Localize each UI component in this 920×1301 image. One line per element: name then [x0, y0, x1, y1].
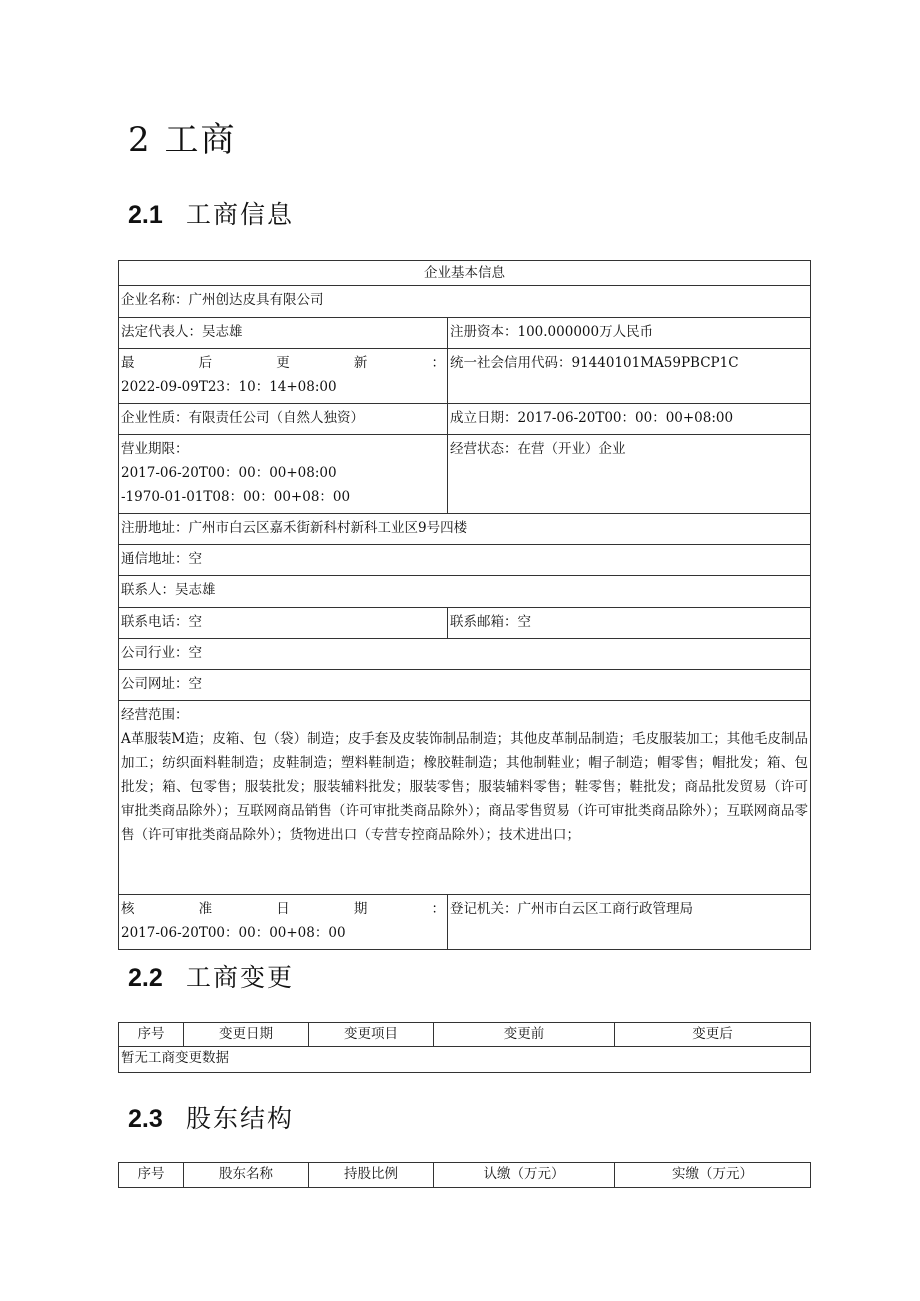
section-heading-business-info	[128, 195, 294, 235]
legal-rep-cell: 法定代表人：吴志雄	[119, 318, 448, 349]
table-header: 序号	[119, 1163, 184, 1188]
mail-address-cell: 通信地址：空	[119, 545, 811, 576]
operating-status-cell: 经营状态：在营（开业）企业	[448, 435, 811, 514]
changes-table	[118, 1022, 811, 1073]
website-cell: 公司网址：空	[119, 670, 811, 701]
business-scope-cell	[119, 701, 811, 895]
approval-date-cell	[119, 895, 448, 950]
table-header: 变更后	[615, 1023, 811, 1047]
scope-label: 经营范围：	[121, 707, 189, 723]
email-cell: 联系邮箱：空	[448, 608, 811, 639]
table-header: 变更日期	[184, 1023, 309, 1047]
industry-cell: 公司行业：空	[119, 639, 811, 670]
phone-cell: 联系电话：空	[119, 608, 448, 639]
last-updated-value: 2022-09-09T23：10：14+08:00	[121, 379, 337, 395]
section-title: 工商信息	[186, 200, 295, 229]
section-title: 股东结构	[186, 1104, 295, 1133]
empty-changes-message: 暂无工商变更数据	[119, 1047, 811, 1073]
section-heading-business-changes	[128, 958, 294, 998]
table-header: 持股比例	[309, 1163, 434, 1188]
table-header: 实缴（万元）	[615, 1163, 811, 1188]
term-label: 营业期限：	[121, 441, 189, 457]
contact-person-cell: 联系人：吴志雄	[119, 576, 811, 608]
table-header: 股东名称	[184, 1163, 309, 1188]
credit-code-cell: 统一社会信用代码：91440101MA59PBCP1C	[448, 349, 811, 404]
table-header: 变更项目	[309, 1023, 434, 1047]
scope-text: A革服装M造；皮箱、包（袋）制造；皮手套及皮装饰制品制造；其他皮革制品制造；毛皮服装加工；其他毛皮制品加工；纺织面料鞋制造；皮鞋制造；塑料鞋制造；橡胶鞋制造；其他制鞋业；帽子制造；帽零售；帽批发；箱、包批发；箱、包零售；服装批发；服装辅料批发；服装零售；服装辅料零售；鞋零售；鞋批发；商品批发贸易（许可审批类商品除外）；互联网商品销售（许可审批类商品除外）；商品零售贸易（许可审批类商品除外）；互联网商品零售（许可审批类商品除外）；货物进出口（专营专控商品除外）；技术进出口；	[121, 731, 808, 843]
last-updated-label: 最后更新：	[121, 355, 445, 371]
shareholders-table	[118, 1162, 811, 1188]
section-heading-shareholders	[128, 1099, 294, 1139]
basic-info-table	[118, 260, 811, 950]
registration-authority-cell: 登记机关：广州市白云区工商行政管理局	[448, 895, 811, 950]
table-header: 认缴（万元）	[434, 1163, 615, 1188]
term-start: 2017-06-20T00：00：00+08:00	[121, 465, 337, 481]
section-number: 2.2	[128, 964, 163, 992]
section-number: 2.3	[128, 1105, 163, 1133]
term-end: -1970-01-01T08：00：00+08：00	[121, 489, 351, 505]
company-type-cell: 企业性质：有限责任公司（自然人独资）	[119, 404, 448, 435]
company-name-cell: 企业名称：广州创达皮具有限公司	[119, 286, 811, 318]
section-number: 2.1	[128, 201, 163, 229]
chapter-title: 2 工商	[128, 120, 237, 160]
established-cell: 成立日期：2017-06-20T00：00：00+08:00	[448, 404, 811, 435]
registered-capital-cell: 注册资本：100.000000万人民币	[448, 318, 811, 349]
last-updated-cell	[119, 349, 448, 404]
section-title: 工商变更	[186, 963, 295, 992]
approval-date-value: 2017-06-20T00：00：00+08：00	[121, 925, 346, 941]
table-header: 变更前	[434, 1023, 615, 1047]
registered-address-cell: 注册地址：广州市白云区嘉禾街新科村新科工业区9号四楼	[119, 514, 811, 545]
table-header: 序号	[119, 1023, 184, 1047]
business-term-cell	[119, 435, 448, 514]
table-title: 企业基本信息	[119, 261, 811, 286]
approval-date-label: 核准日期：	[121, 901, 445, 917]
